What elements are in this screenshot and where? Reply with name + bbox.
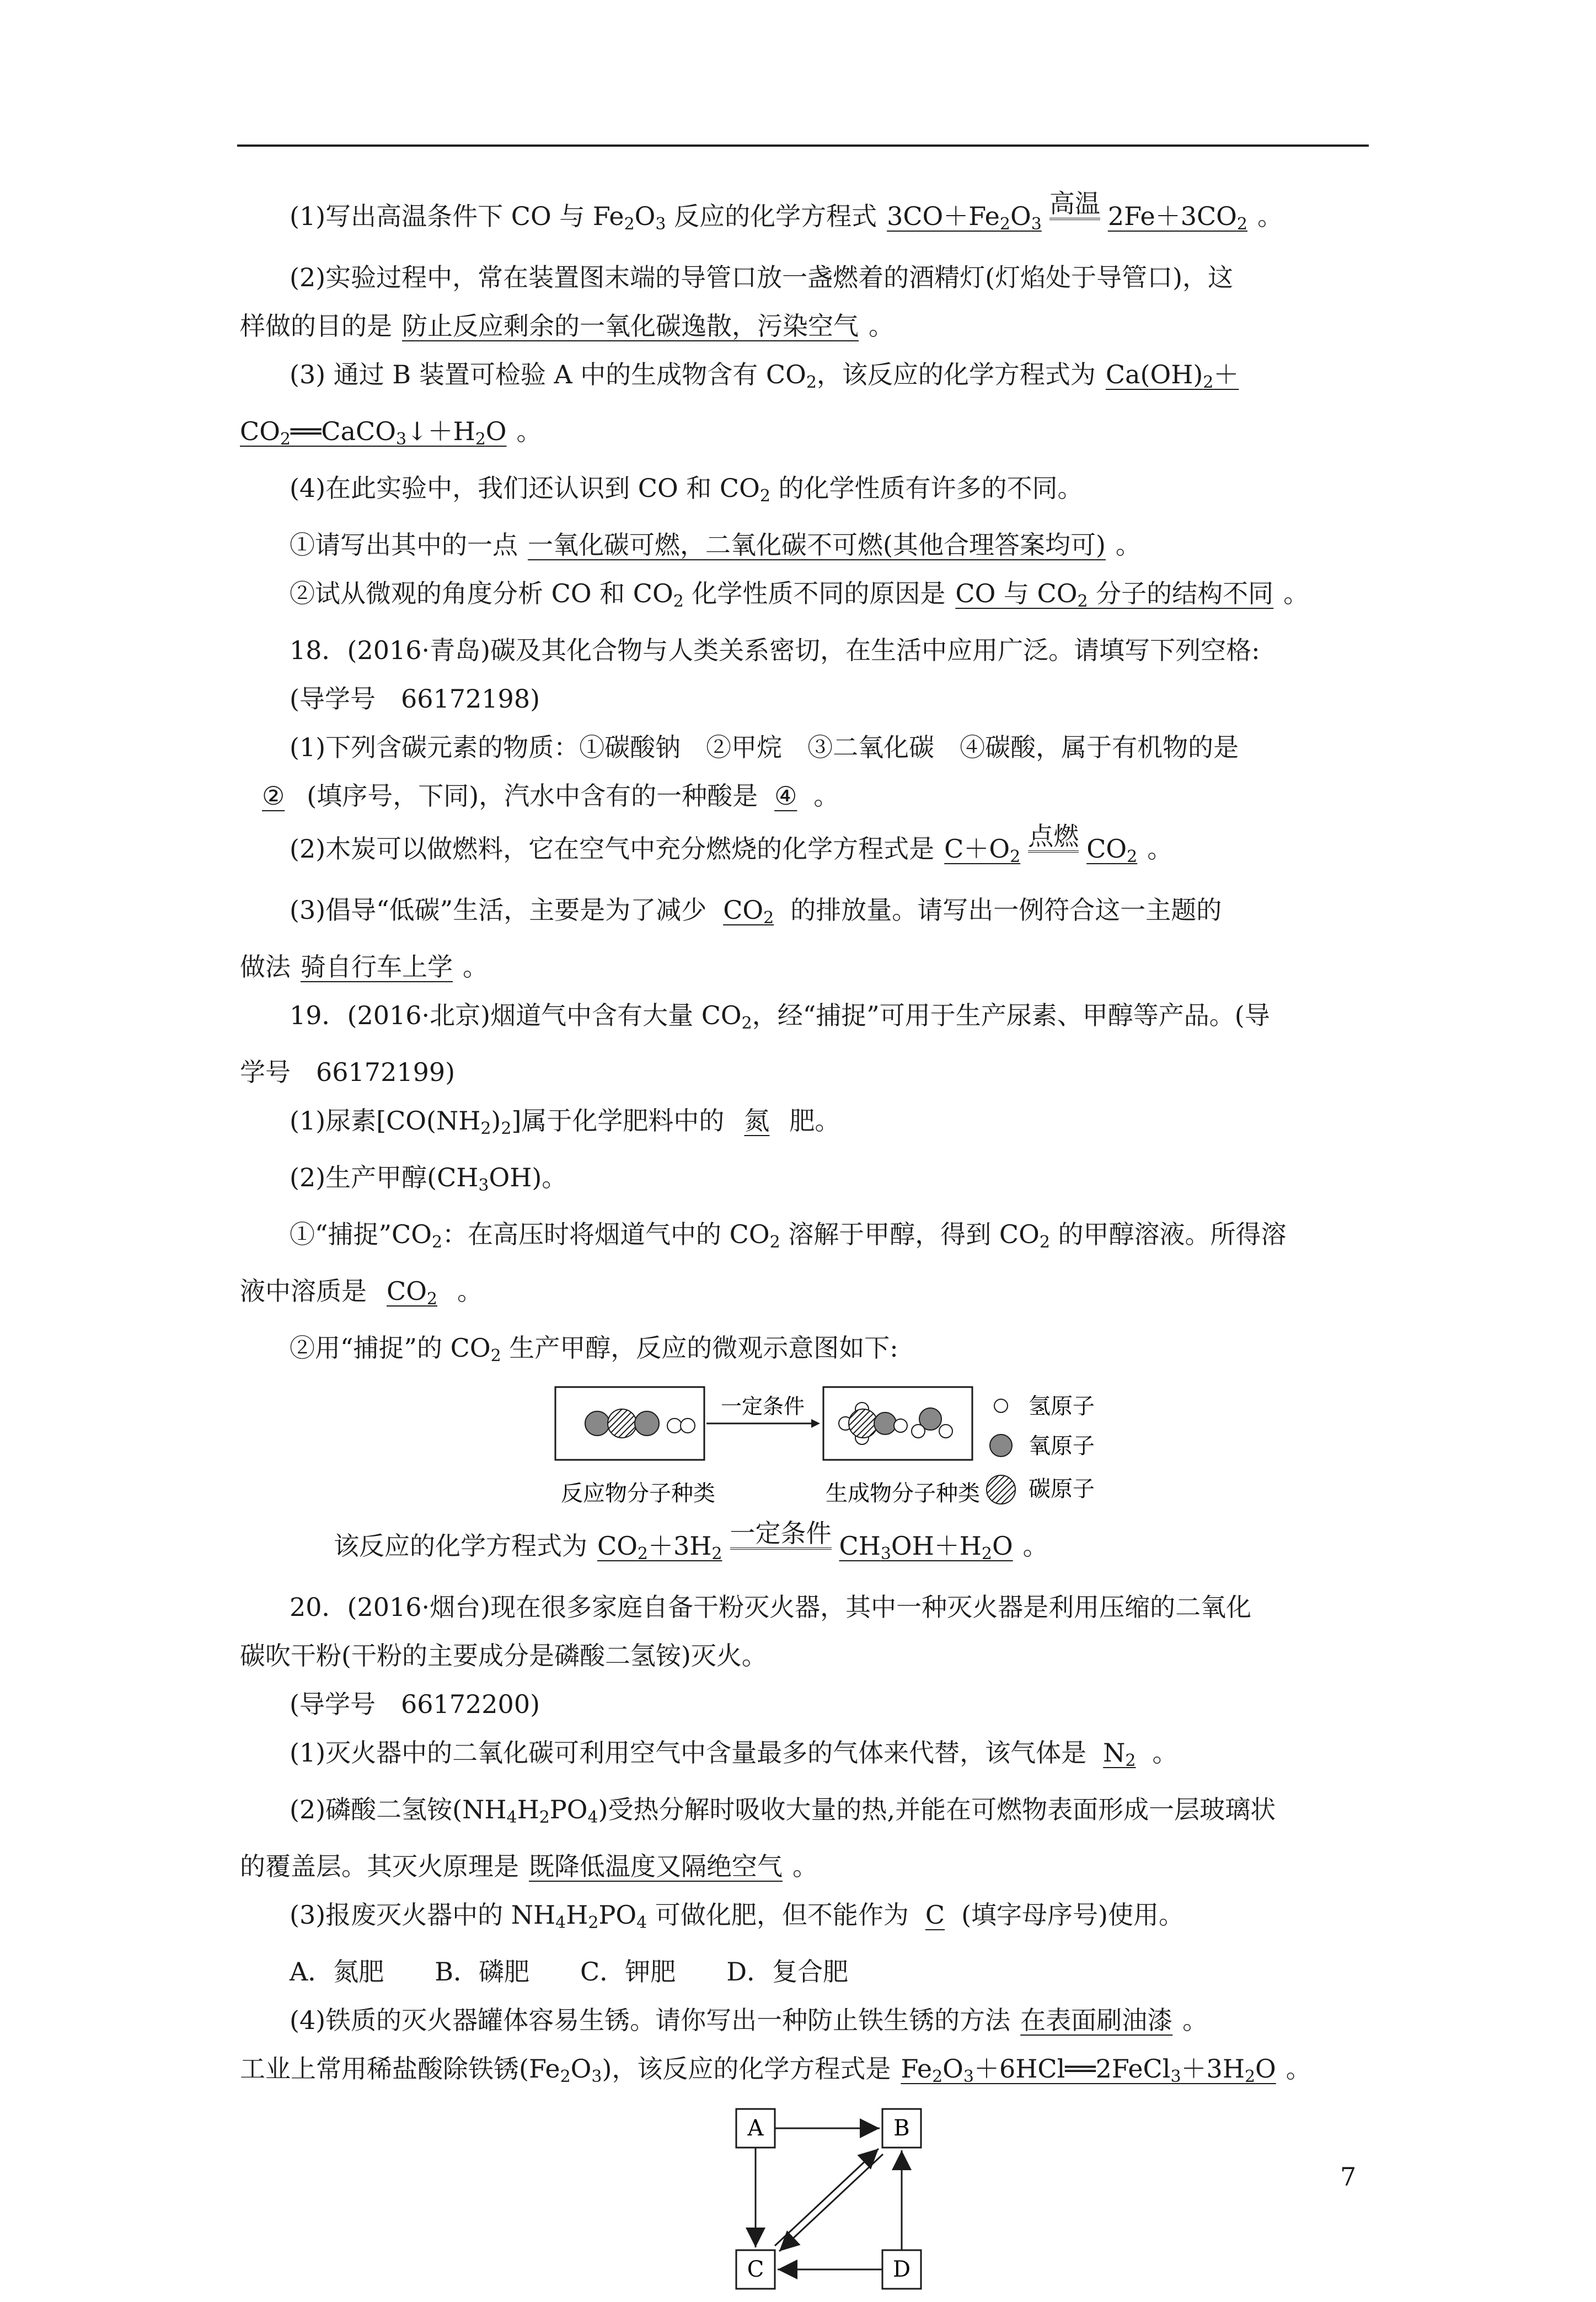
abcd-relationship-diagram [240,2101,1368,2300]
q19-part2a-answer: $CO_2$ [387,1276,438,1309]
hydrogen-legend-icon [994,1399,1008,1412]
box-a-label: A [747,2116,764,2141]
q19-part1-answer: 氮 [744,1106,770,1136]
header-rule [237,144,1369,147]
q19-part2a-cont: 液中溶质是 $CO_2$ 。 [240,1276,483,1309]
q20-options: A．氮肥 B．磷肥 C．钾肥 D．复合肥 [290,1957,849,1987]
legend-hydrogen: 氢原子 [1029,1394,1095,1419]
q18-guide-number: (导学号 66172198) [290,684,540,714]
q20-heading: 20．(2016·烟台)现在很多家庭自备干粉灭火器，其中一种灭火器是利用压缩的二氧化 [290,1592,1252,1622]
arrow-c-to-b [775,2149,879,2246]
q17-part3-answer-cont: $CO_2══CaCO_3↓+H_2O$ [240,416,507,449]
q20-part1: (1)灭火器中的二氧化碳可利用空气中含量最多的气体来代替，该气体是 $N_2$ 。 [290,1738,1178,1770]
q18-heading: 18．(2016·青岛)碳及其化合物与人类关系密切，在生活中应用广泛。请填写下列空格: [290,635,1260,665]
carbon-legend-icon [987,1475,1015,1504]
legend-carbon: 碳原子 [1029,1476,1095,1502]
q19-guide-number: 学号 66172199) [240,1057,456,1087]
q20-part2-cont: 的覆盖层。其灭火原理是 既降低温度又隔绝空气 。 [240,1851,818,1881]
q17-part4b: ②试从微观的角度分析 CO 和 $CO_2$ 化学性质不同的原因是 CO 与 $CO_2$ 分子的结构不同 。 [290,579,1309,611]
q18-part3-cont: 做法 骑自行车上学 。 [240,952,488,982]
page-content [240,188,1368,2300]
q18-part2: (2)木炭可以做燃料，它在空气中充分燃烧的化学方程式是 $C+O_2$ 点燃 $CO_2$ 。 [290,821,1173,866]
q17-part4: (4)在此实验中，我们还认识到 CO 和 $CO_2$ 的化学性质有许多的不同。 [290,473,1083,506]
q20-part3: (3)报废灭火器中的 $NH_4H_2PO_4$ 可做化肥，但不能作为 C (填字母序号)使用。 [290,1900,1184,1932]
q20-heading-cont: 碳吹干粉(干粉的主要成分是磷酸二氢铵)灭火。 [240,1641,767,1671]
q18-part3-answer: $CO_2$ [723,895,774,928]
q17-part1: (1)写出高温条件下 CO 与 $Fe_2O_3$ 反应的化学方程式 $3CO+Fe_2O_3$ 高温 $2Fe+3CO_2$ 。 [290,189,1283,234]
q20-part2-answer: 既降低温度又隔绝空气 [529,1851,783,1881]
q20-part4-answer: 在表面刷油漆 [1020,2005,1173,2035]
q18-part1-answer: ② [262,781,285,811]
page-number: 7 [1340,2162,1357,2192]
q19-part2: (2)生产甲醇$(CH_3OH)$。 [290,1163,567,1195]
q19-equation: 该反应的化学方程式为 $CO_2+3H_2$ 一定条件 $CH_3OH+H_2O$ 。 [334,1518,1048,1564]
q20-guide-number: (导学号 66172200) [290,1689,540,1719]
legend-oxygen: 氧原子 [1029,1433,1095,1459]
arrow-condition: 一定条件 [720,1394,805,1418]
oxygen-legend-icon [990,1434,1012,1457]
co2-molecule [585,1409,659,1438]
arrow-head [811,1419,820,1428]
q20-part1-answer: $N_2$ [1103,1738,1136,1770]
water-molecule [912,1408,952,1438]
q17-part3: (3) 通过 B 装置可检验 A 中的生成物含有 $CO_2$，该反应的化学方程式为 $Ca(OH)_2+$ [240,350,1368,407]
q20-part3-answer: C [925,1900,945,1930]
q19-part1: (1)尿素$[CO(NH_2)_2]$属于化学肥料中的 氮 肥。 [290,1106,840,1138]
q18-part2-answer: $C+O_2$ 点燃 $CO_2$ [944,821,1138,866]
q19-part2b: ②用“捕捉”的 $CO_2$ 生产甲醇，反应的微观示意图如下: [290,1333,898,1366]
box-c-label: C [747,2257,764,2282]
q20-part2: (2)磷酸二氢铵$(NH_4H_2PO_4)$受热分解时吸收大量的热,并能在可燃物表面形成一层玻璃状 [290,1795,1276,1827]
abcd-diagram-svg [240,2101,1368,2300]
h2-molecule [667,1418,695,1433]
reaction-diagram-svg [240,1385,1368,1517]
q17-part2: (2)实验过程中，常在装置图末端的导管口放一盏燃着的酒精灯(灯焰处于导管口)，这 [290,263,1234,292]
microscopic-reaction-diagram [240,1385,1368,1517]
q20-part4: (4)铁质的灭火器罐体容易生锈。请你写出一种防止铁生锈的方法 在表面刷油漆 。 [290,2005,1208,2035]
q17-part4a-answer: 一氧化碳可燃，二氧化碳不可燃(其他合理答案均可) [528,530,1106,560]
q18-part3-answer2: 骑自行车上学 [301,952,453,982]
q19-heading: 19．(2016·北京)烟道气中含有大量 $CO_2$，经“捕捉”可用于生产尿素、甲醇等产品。(导 [290,1000,1270,1033]
q17-part4a: ①请写出其中的一点 一氧化碳可燃，二氧化碳不可燃(其他合理答案均可) 。 [290,530,1141,560]
box-b-label: B [893,2116,910,2141]
box-d-label: D [892,2257,911,2282]
q17-part2-cont: 样做的目的是 防止反应剩余的一氧化碳逸散，污染空气 。 [240,311,894,341]
reactant-label: 反应物分子种类 [561,1481,715,1506]
q18-part1: (1)下列含碳元素的物质：①碳酸钠 ②甲烷 ③二氧化碳 ④碳酸，属于有机物的是 [290,732,1239,762]
q18-part3: (3)倡导“低碳”生活，主要是为了减少 $CO_2$ 的排放量。请写出一例符合这一主题的 [290,895,1222,928]
q20-part4-answer2: $Fe_2O_3+6HCl══2FeCl_3+3H_2O$ [901,2054,1276,2086]
q17-part3-answer: $Ca(OH)_2+$ [1105,360,1239,392]
q18-part1-cont: ② (填序号，下同)，汽水中含有的一种酸是 ④ 。 [240,772,1368,820]
q17-part3-cont: $CO_2══CaCO_3↓+H_2O$ 。 [240,416,542,449]
product-label: 生成物分子种类 [826,1481,980,1506]
q19-equation-answer: $CO_2+3H_2$ 一定条件 $CH_3OH+H_2O$ [597,1518,1013,1564]
q18-part1-answer2: ④ [774,781,797,811]
q20-part4-cont: 工业上常用稀盐酸除铁锈$(Fe_2O_3)$，该反应的化学方程式是 $Fe_2O_3+6HCl══2FeCl_3+3H_2O$ 。 [240,2054,1311,2086]
q17-part2-answer: 防止反应剩余的一氧化碳逸散，污染空气 [402,311,859,341]
arrow-b-to-c [779,2154,883,2251]
q17-part1-answer: $3CO+Fe_2O_3$ 高温 $2Fe+3CO_2$ [887,189,1247,234]
q17-part4b-answer: CO 与 $CO_2$ 分子的结构不同 [955,579,1274,611]
q19-part2a: ①“捕捉$”CO_2$：在高压时将烟道气中的 $CO_2$ 溶解于甲醇，得到 $CO_2$ 的甲醇溶液。所得溶 [290,1219,1287,1252]
methanol-molecule [839,1402,907,1444]
